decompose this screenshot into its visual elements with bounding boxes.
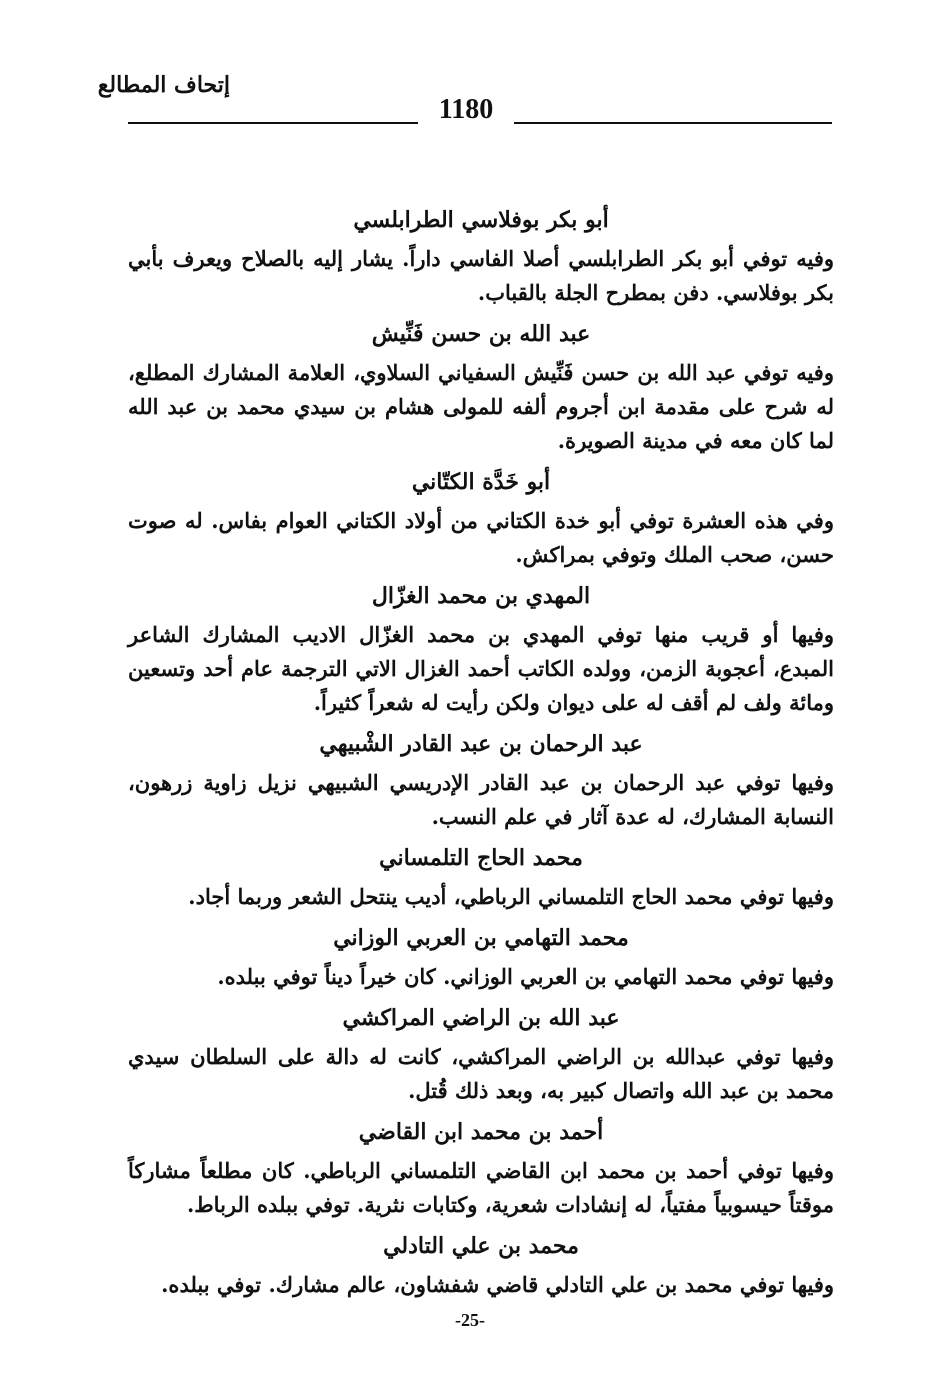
entry-title: عبد الله بن الراضي المراكشي: [342, 1005, 620, 1031]
entry: [128, 314, 834, 458]
entry-title: أحمد بن محمد ابن القاضي: [358, 1119, 604, 1145]
running-title: إتحاف المطالع: [97, 72, 230, 98]
entries-list: [128, 200, 834, 1306]
entry: [128, 998, 834, 1108]
entry: [128, 576, 834, 720]
entry-body: وفيها أو قريب منها توفي المهدي بن محمد الغزّال الاديب المشارك الشاعر المبدع، أعجوبة الزمن، وولده الكاتب أحمد الغزال الاتي الترجمة عام أحد وتسعين ومائة ولف لم أقف له على ديوان ولكن رأيت له شعراً كثيراً.: [128, 622, 834, 715]
entry-title: أبو خَدَّة الكتّاني: [411, 469, 551, 495]
entry-body: وفيها توفي محمد التهامي بن العربي الوزاني. كان خيراً ديناً توفي ببلده.: [217, 964, 834, 989]
entry: [128, 724, 834, 834]
entry: [128, 1112, 834, 1222]
entry-body: وفي هذه العشرة توفي أبو خدة الكتاني من أولاد الكتاني العوام بفاس. له صوت حسن، صحب الملك وتوفي بمراكش.: [128, 508, 834, 567]
entry: [128, 1226, 834, 1302]
entry: [128, 918, 834, 994]
entry-title: محمد الحاج التلمساني: [379, 845, 583, 871]
entry-body: وفيه توفي أبو بكر الطرابلسي أصلا الفاسي داراً. يشار إليه بالصلاح ويعرف بأبي بكر بوفلاسي. دفن بمطرح الجلة بالقباب.: [128, 246, 834, 305]
entry-title: عبد الرحمان بن عبد القادر الشْبيهي: [319, 731, 643, 757]
entry-title: محمد بن علي التادلي: [383, 1233, 579, 1259]
entry-body: وفيها توفي محمد الحاج التلمساني الرباطي، أديب ينتحل الشعر وربما أجاد.: [188, 884, 834, 909]
entry-body: وفيها توفي عبدالله بن الراضي المراكشي، كانت له دالة على السلطان سيدي محمد بن عبد الله واتصال كبير به، وبعد ذلك قُتل.: [128, 1044, 834, 1103]
entry-title: أبو بكر بوفلاسي الطرابلسي: [353, 207, 609, 233]
entry-title: عبد الله بن حسن فَنِّيش: [371, 321, 591, 347]
entry-body: وفيها توفي أحمد بن محمد ابن القاضي التلمساني الرباطي. كان مطلعاً مشاركاً موقتاً حيسوبياً مفتياً، له إنشادات شعرية، وكتابات نثرية. توفي ببلده الرباط.: [128, 1158, 834, 1217]
entry: [128, 838, 834, 914]
header-rule-right: [514, 122, 832, 124]
footer-page-label: -25-: [455, 1310, 485, 1330]
header-rule-left: [128, 122, 418, 124]
page-number: 1180: [438, 94, 494, 125]
entry: [128, 200, 834, 310]
entry-body: وفيها توفي عبد الرحمان بن عبد القادر الإدريسي الشبيهي نزيل زاوية زرهون، النسابة المشارك، له عدة آثار في علم النسب.: [128, 770, 834, 829]
entry-body: وفيها توفي محمد بن علي التادلي قاضي شفشاون، عالم مشارك. توفي ببلده.: [161, 1272, 834, 1297]
entry-body: وفيه توفي عبد الله بن حسن فَنِّيش السفياني السلاوي، العلامة المشارك المطلع، له شرح على مقدمة ابن أجروم ألفه للمولى هشام بن سيدي محمد بن عبد الله لما كان معه في مدينة الصويرة.: [128, 360, 834, 453]
entry-title: المهدي بن محمد الغزّال: [371, 583, 591, 609]
entry-title: محمد التهامي بن العربي الوزاني: [333, 925, 629, 951]
entry: [128, 462, 834, 572]
